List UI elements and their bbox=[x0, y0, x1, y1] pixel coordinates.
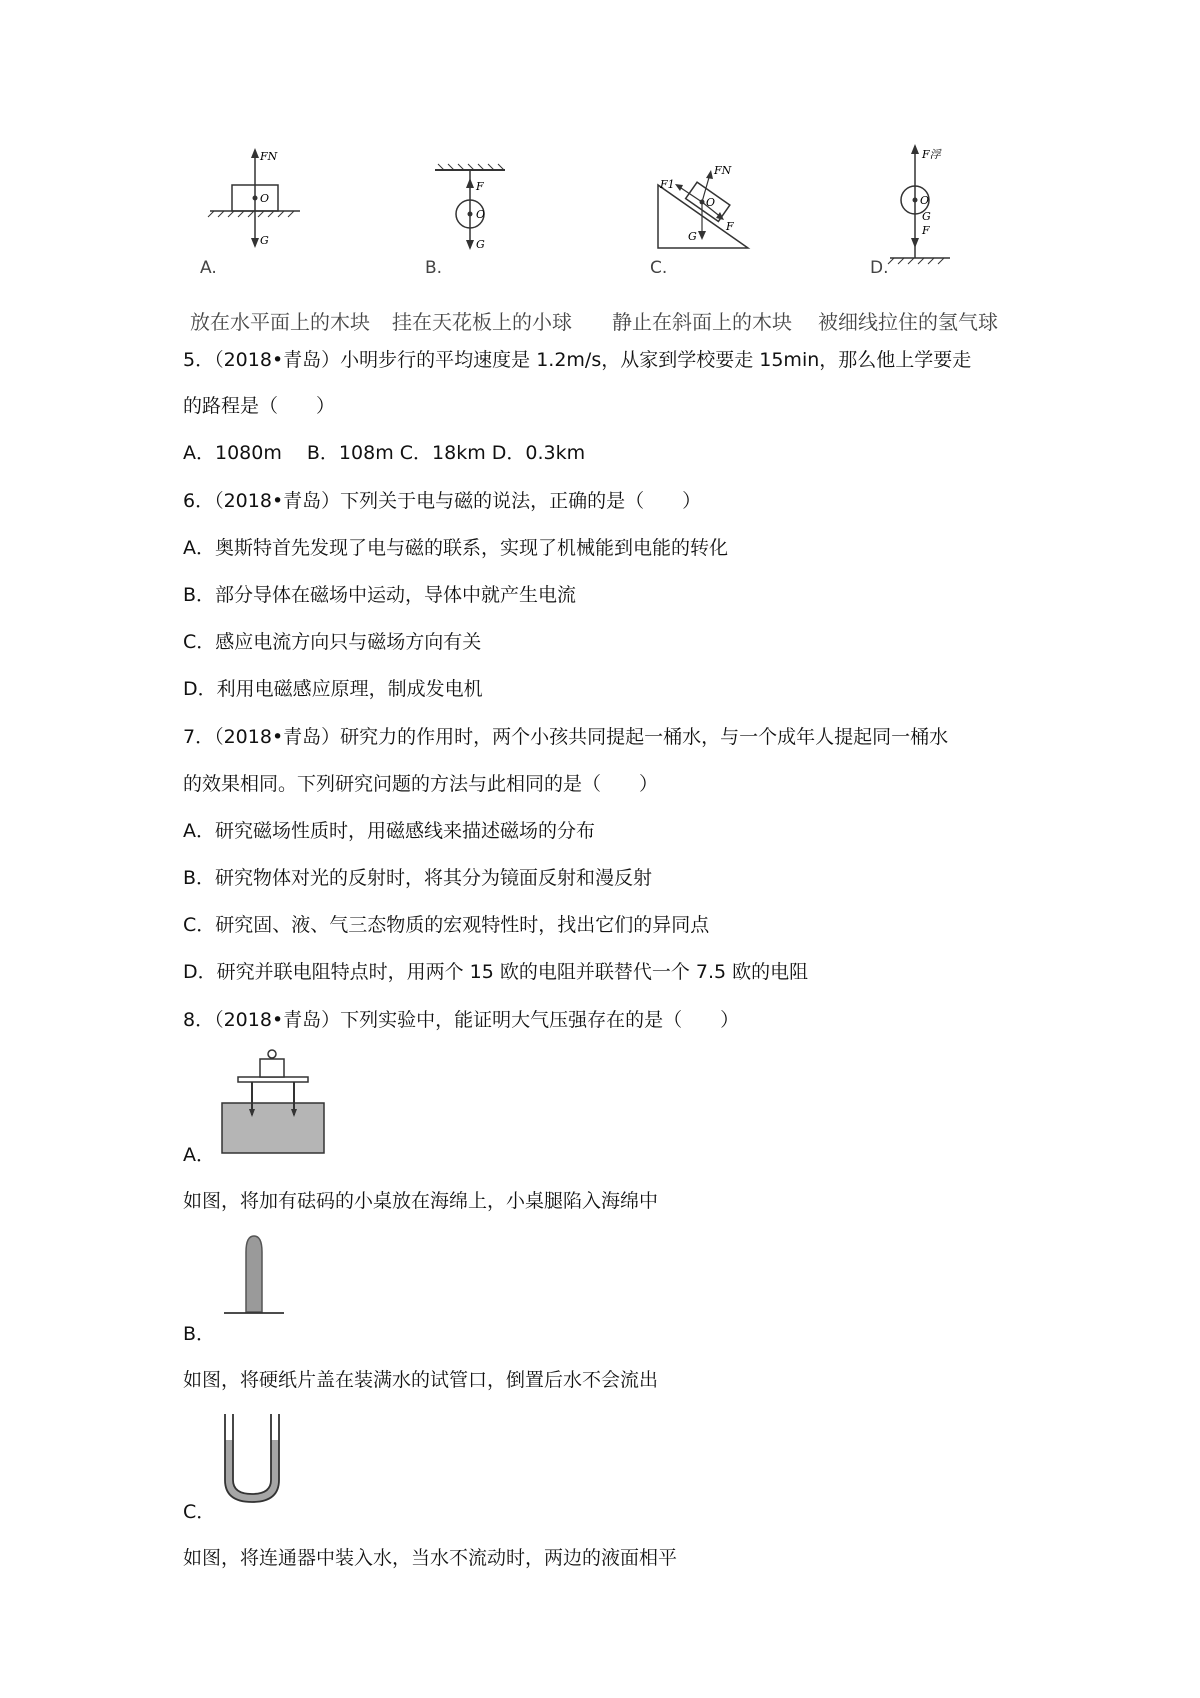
question-stem: 6．（2018•青岛）下列关于电与磁的说法，正确的是（ ） bbox=[183, 490, 702, 512]
label-fn: FN bbox=[260, 150, 278, 163]
u-tube-illustration bbox=[215, 1410, 295, 1510]
label-f1: F1 bbox=[660, 178, 675, 191]
option-b: B．部分导体在磁场中运动，导体中就产生电流 bbox=[183, 584, 577, 606]
option-letter-c: C. bbox=[650, 258, 668, 278]
label-o: O bbox=[476, 208, 486, 221]
option-letter-a: A. bbox=[200, 258, 217, 278]
label-o: O bbox=[920, 194, 930, 207]
caption-c: 静止在斜面上的木块 bbox=[612, 310, 792, 334]
option-letter-d: D. bbox=[870, 258, 889, 278]
option-a-letter: A． bbox=[183, 1144, 215, 1166]
label-g: G bbox=[922, 210, 931, 223]
diagram-block-on-incline bbox=[650, 160, 760, 260]
label-g: G bbox=[260, 234, 269, 247]
sponge-table-illustration bbox=[220, 1045, 330, 1155]
diagram-balloon-on-string bbox=[870, 140, 980, 270]
question-stem: 的路程是（ ） bbox=[183, 395, 336, 417]
diagram-ball-on-ceiling bbox=[420, 160, 520, 260]
option-c: C．感应电流方向只与磁场方向有关 bbox=[183, 631, 482, 653]
caption-a: 放在水平面上的木块 bbox=[190, 310, 370, 334]
option-c-description: 如图，将连通器中装入水，当水不流动时，两边的液面相平 bbox=[183, 1547, 678, 1569]
option-c-letter: C． bbox=[183, 1501, 216, 1523]
question-stem: 8．（2018•青岛）下列实验中，能证明大气压强存在的是（ ） bbox=[183, 1009, 740, 1031]
label-f: F bbox=[922, 224, 930, 237]
label-o: O bbox=[706, 196, 716, 209]
option-letter-b: B. bbox=[425, 258, 443, 278]
option-d: D．利用电磁感应原理，制成发电机 bbox=[183, 678, 483, 700]
option-d: D．研究并联电阻特点时，用两个 15 欧的电阻并联替代一个 7.5 欧的电阻 bbox=[183, 961, 809, 983]
question-stem: 的效果相同。下列研究问题的方法与此相同的是（ ） bbox=[183, 773, 659, 795]
diagram-block-on-table bbox=[200, 140, 320, 260]
label-o: O bbox=[260, 192, 270, 205]
label-f-buoyancy: F浮 bbox=[922, 148, 941, 161]
option-c: C．研究固、液、气三态物质的宏观特性时，找出它们的异同点 bbox=[183, 914, 710, 936]
option-b-description: 如图，将硬纸片盖在装满水的试管口，倒置后水不会流出 bbox=[183, 1369, 659, 1391]
caption-b: 挂在天花板上的小球 bbox=[392, 310, 572, 334]
label-fn: FN bbox=[714, 164, 732, 177]
option-b-letter: B． bbox=[183, 1323, 216, 1345]
option-a: A．研究磁场性质时，用磁感线来描述磁场的分布 bbox=[183, 820, 595, 842]
caption-d: 被细线拉住的氢气球 bbox=[818, 310, 998, 334]
label-g: G bbox=[476, 238, 485, 251]
label-f: F bbox=[726, 220, 734, 233]
option-a: A．奥斯特首先发现了电与磁的联系，实现了机械能到电能的转化 bbox=[183, 537, 728, 559]
option-a-description: 如图，将加有砝码的小桌放在海绵上，小桌腿陷入海绵中 bbox=[183, 1190, 659, 1212]
question-stem: 5．（2018•青岛）小明步行的平均速度是 1.2m/s，从家到学校要走 15min，那么他上学要走 bbox=[183, 349, 972, 371]
label-f: F bbox=[476, 180, 484, 193]
inverted-test-tube-illustration bbox=[220, 1230, 290, 1320]
label-g: G bbox=[688, 230, 697, 243]
question-stem: 7．（2018•青岛）研究力的作用时，两个小孩共同提起一桶水，与一个成年人提起同一桶水 bbox=[183, 726, 949, 748]
option-b: B．研究物体对光的反射时，将其分为镜面反射和漫反射 bbox=[183, 867, 653, 889]
question-options: A．1080m B．108m C．18km D．0.3km bbox=[183, 442, 586, 464]
